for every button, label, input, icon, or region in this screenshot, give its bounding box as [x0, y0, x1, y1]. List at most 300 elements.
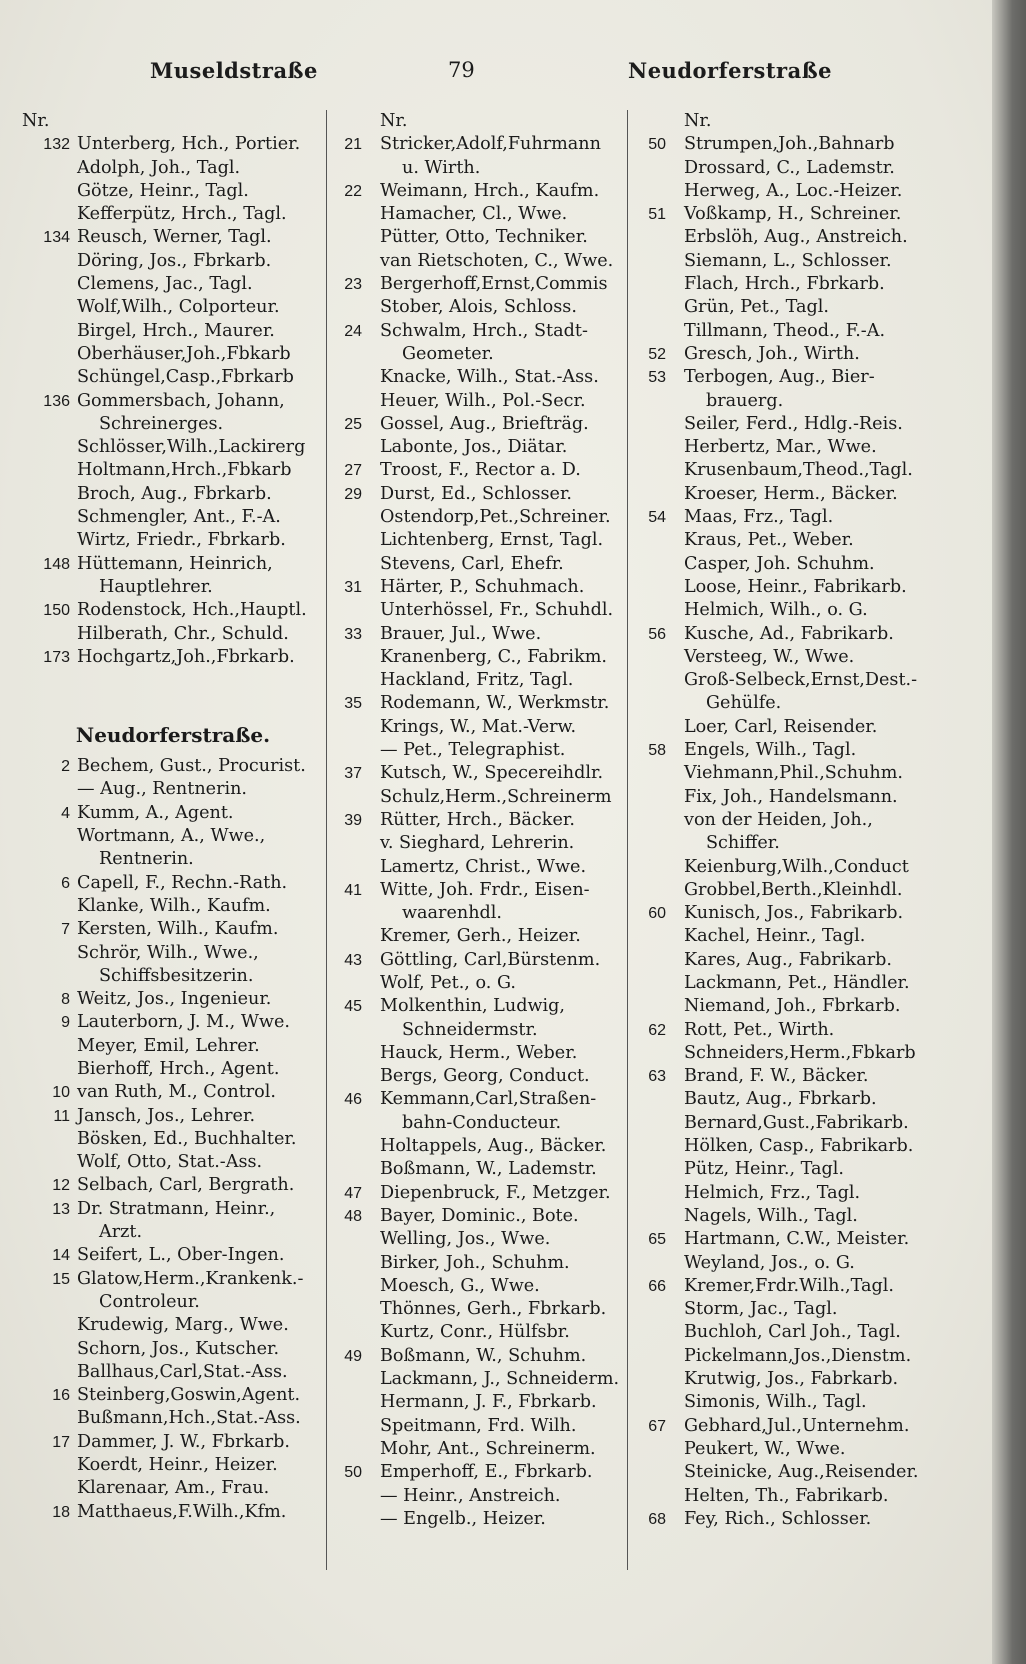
- entry-text: Döring, Jos., Fbrkarb.: [77, 250, 272, 271]
- house-number: 52: [648, 345, 666, 363]
- house-number: 24: [344, 322, 362, 340]
- directory-entry: [22, 1501, 324, 1524]
- directory-entry: [672, 879, 940, 902]
- spacer: [22, 669, 324, 715]
- directory-entry: [344, 762, 626, 785]
- entry-text: Schüngel,Casp.,Fbrkarb: [77, 367, 294, 388]
- entry-text: Kurtz, Conr., Hülfsbr.: [380, 1322, 570, 1343]
- entry-text: Härter, P., Schuhmach.: [380, 576, 585, 597]
- entry-text: Glatow,Herm.,Krankenk.-: [77, 1268, 304, 1289]
- header-left-street: Museldstraße: [150, 58, 318, 83]
- page-edge-shadow: [992, 0, 1026, 1664]
- entry-text: Helten, Th., Fabrikarb.: [684, 1485, 889, 1506]
- entry-text: Engels, Wilh., Tagl.: [684, 740, 857, 761]
- entry-text: Nagels, Wilh., Tagl.: [684, 1205, 858, 1226]
- entry-text: Rott, Pet., Wirth.: [684, 1019, 835, 1040]
- directory-entry: [672, 296, 940, 319]
- directory-entry: [648, 902, 940, 925]
- entry-text: Capell, F., Rechn.-Rath.: [77, 872, 288, 893]
- entry-text: Clemens, Jac., Tagl.: [77, 274, 253, 295]
- entry-text: Bautz, Aug., Fbrkarb.: [684, 1089, 877, 1110]
- entry-text: Weitz, Jos., Ingenieur.: [77, 989, 272, 1010]
- house-number: 8: [61, 991, 70, 1009]
- directory-entry: [22, 623, 324, 646]
- directory-entry: [22, 918, 324, 941]
- house-number: 148: [43, 555, 70, 573]
- house-number: 62: [648, 1021, 666, 1039]
- directory-entry: [672, 157, 940, 180]
- entry-text: Reusch, Werner, Tagl.: [77, 227, 272, 248]
- directory-entry: [22, 1407, 324, 1430]
- house-number: 31: [344, 578, 362, 596]
- entry-text: Fey, Rich., Schlosser.: [684, 1508, 872, 1529]
- directory-entry: [672, 1438, 940, 1461]
- directory-entry: [22, 988, 324, 1011]
- page-number: 79: [448, 58, 475, 82]
- entry-text: Keienburg,Wilh.,Conduct: [684, 856, 909, 877]
- directory-entry: [22, 1291, 324, 1314]
- entry-text: Bergerhoff,Ernst,Commis: [380, 274, 608, 295]
- directory-entry: [368, 110, 626, 133]
- entry-text: Ballhaus,Carl,Stat.-Ass.: [77, 1361, 288, 1382]
- directory-entry: [368, 1415, 626, 1438]
- entry-text: Meyer, Emil, Lehrer.: [77, 1035, 260, 1056]
- directory-entry: [648, 623, 940, 646]
- directory-entry: [344, 320, 626, 343]
- entry-text: Tillmann, Theod., F.-A.: [684, 320, 886, 341]
- directory-entry: [672, 972, 940, 995]
- directory-entry: [22, 250, 324, 273]
- directory-entry: [648, 1065, 940, 1088]
- directory-entry: [22, 133, 324, 156]
- directory-entry: [344, 1088, 626, 1111]
- entry-text: Dr. Stratmann, Heinr.,: [77, 1198, 276, 1219]
- directory-entry: [368, 902, 626, 925]
- entry-text: Stober, Alois, Schloss.: [380, 297, 577, 318]
- entry-text: Nr.: [684, 111, 712, 131]
- directory-entry: [368, 716, 626, 739]
- entry-text: Rodenstock, Hch.,Hauptl.: [77, 600, 307, 621]
- entry-text: Kraus, Pet., Weber.: [684, 530, 854, 551]
- entry-text: Götze, Heinr., Tagl.: [77, 180, 249, 201]
- entry-text: bahn-Conducteur.: [402, 1112, 562, 1133]
- directory-entry: [672, 949, 940, 972]
- directory-entry: [672, 483, 940, 506]
- directory-entry: [672, 809, 940, 832]
- directory-entry: [368, 925, 626, 948]
- entry-text: Witte, Joh. Frdr., Eisen-: [380, 879, 590, 900]
- directory-entry: [368, 436, 626, 459]
- entry-text: Grün, Pet., Tagl.: [684, 297, 829, 318]
- entry-text: Bechem, Gust., Procurist.: [77, 756, 306, 777]
- directory-entry: [672, 1298, 940, 1321]
- directory-entry: [672, 250, 940, 273]
- entry-text: Boßmann, W., Schuhm.: [380, 1345, 587, 1366]
- entry-text: Gehülfe.: [706, 693, 782, 714]
- entry-text: Krudewig, Marg., Wwe.: [77, 1315, 289, 1336]
- house-number: 63: [648, 1068, 666, 1086]
- column-3: [648, 110, 940, 1531]
- entry-text: Steinicke, Aug.,Reisender.: [684, 1462, 919, 1483]
- directory-entry: [672, 1252, 940, 1275]
- directory-entry: [344, 692, 626, 715]
- directory-entry: [672, 1112, 940, 1135]
- directory-entry: [368, 1275, 626, 1298]
- entry-text: Holtmann,Hrch.,Fbkarb: [77, 460, 292, 481]
- directory-entry: [672, 436, 940, 459]
- directory-entry: [22, 1244, 324, 1267]
- directory-entry: [344, 995, 626, 1018]
- entry-text: Pütz, Heinr., Tagl.: [684, 1159, 845, 1180]
- directory-entry: [672, 459, 940, 482]
- directory-entry: [368, 1368, 626, 1391]
- entry-text: Molkenthin, Ludwig,: [380, 996, 566, 1017]
- directory-entry: [672, 413, 940, 436]
- entry-text: Wolf, Otto, Stat.-Ass.: [77, 1152, 263, 1173]
- directory-entry: [672, 576, 940, 599]
- directory-entry: [672, 226, 940, 249]
- entry-text: Holtappels, Aug., Bäcker.: [380, 1136, 607, 1157]
- entry-text: Versteeg, W., Wwe.: [684, 646, 855, 667]
- entry-text: Pickelmann,Jos.,Dienstm.: [684, 1345, 912, 1366]
- directory-entry: [22, 1035, 324, 1058]
- entry-text: Arzt.: [99, 1222, 143, 1243]
- entry-text: Wolf, Pet., o. G.: [380, 972, 516, 993]
- entry-text: Gossel, Aug., Briefträg.: [380, 413, 589, 434]
- entry-text: Brauer, Jul., Wwe.: [380, 623, 542, 644]
- entry-text: Weimann, Hrch., Kaufm.: [380, 180, 600, 201]
- entry-text: Jansch, Jos., Lehrer.: [77, 1105, 256, 1126]
- entry-text: Krings, W., Mat.-Verw.: [380, 716, 577, 737]
- entry-text: Voßkamp, H., Schreiner.: [684, 204, 902, 225]
- entry-text: Birker, Joh., Schuhm.: [380, 1252, 570, 1273]
- directory-entry: [368, 1112, 626, 1135]
- entry-text: Thönnes, Gerh., Fbrkarb.: [380, 1299, 607, 1320]
- house-number: 12: [52, 1177, 70, 1195]
- section-title: [22, 715, 324, 755]
- entry-text: Weyland, Jos., o. G.: [684, 1252, 855, 1273]
- house-number: 50: [344, 1464, 362, 1482]
- house-number: 15: [52, 1270, 70, 1288]
- directory-entry: [22, 483, 324, 506]
- house-number: 29: [344, 485, 362, 503]
- entry-text: Kroeser, Herm., Bäcker.: [684, 483, 898, 504]
- entry-text: Geometer.: [402, 343, 494, 364]
- entry-text: Bergs, Georg, Conduct.: [380, 1066, 590, 1087]
- entry-text: Knacke, Wilh., Stat.-Ass.: [380, 367, 599, 388]
- directory-entry: [22, 1151, 324, 1174]
- directory-entry: [368, 343, 626, 366]
- entry-text: brauerg.: [706, 390, 784, 411]
- directory-entry: [22, 1174, 324, 1197]
- directory-entry: [368, 203, 626, 226]
- directory-entry: [672, 716, 940, 739]
- entry-text: Bösken, Ed., Buchhalter.: [77, 1128, 297, 1149]
- directory-entry: [368, 1135, 626, 1158]
- house-number: 37: [344, 765, 362, 783]
- entry-text: Göttling, Carl,Bürstenm.: [380, 949, 601, 970]
- directory-entry: [648, 366, 940, 389]
- directory-entry: [22, 273, 324, 296]
- directory-entry: [648, 1415, 940, 1438]
- directory-entry: [368, 832, 626, 855]
- directory-entry: [648, 203, 940, 226]
- directory-entry: [22, 755, 324, 778]
- column-divider: [627, 110, 628, 1570]
- entry-text: Diepenbruck, F., Metzger.: [380, 1182, 611, 1203]
- entry-text: Hüttemann, Heinrich,: [77, 553, 273, 574]
- house-number: 173: [43, 648, 70, 666]
- entry-text: Neudorferstraße.: [75, 723, 271, 748]
- entry-text: Kersten, Wilh., Kaufm.: [77, 919, 279, 940]
- directory-entry: [22, 366, 324, 389]
- house-number: 4: [61, 804, 70, 822]
- entry-text: Hamacher, Cl., Wwe.: [380, 204, 568, 225]
- entry-text: Herbertz, Mar., Wwe.: [684, 437, 877, 458]
- entry-text: Loer, Carl, Reisender.: [684, 716, 878, 737]
- entry-text: Troost, F., Rector a. D.: [380, 460, 581, 481]
- entry-text: Kachel, Heinr., Tagl.: [684, 926, 866, 947]
- directory-entry: [22, 390, 324, 413]
- entry-text: v. Sieghard, Lehrerin.: [380, 833, 575, 854]
- house-number: 50: [648, 136, 666, 154]
- entry-text: Klarenaar, Am., Frau.: [77, 1478, 270, 1499]
- entry-text: Schneiders,Herm.,Fbkarb: [684, 1042, 916, 1063]
- directory-entry: [368, 739, 626, 762]
- house-number: 16: [52, 1387, 70, 1405]
- entry-text: Schneidermstr.: [402, 1019, 538, 1040]
- directory-entry: [22, 576, 324, 599]
- entry-text: Helmich, Wilh., o. G.: [684, 600, 868, 621]
- directory-entry: [22, 203, 324, 226]
- entry-text: Koerdt, Heinr., Heizer.: [77, 1455, 278, 1476]
- directory-entry: [368, 226, 626, 249]
- house-number: 48: [344, 1207, 362, 1225]
- entry-text: — Engelb., Heizer.: [380, 1508, 546, 1529]
- directory-entry: [648, 1019, 940, 1042]
- directory-entry: [22, 1454, 324, 1477]
- house-number: 6: [61, 874, 70, 892]
- directory-entry: [344, 1205, 626, 1228]
- entry-text: Controleur.: [99, 1291, 200, 1312]
- directory-entry: [368, 972, 626, 995]
- directory-entry: [648, 1228, 940, 1251]
- directory-entry: [22, 1338, 324, 1361]
- directory-entry: [672, 669, 940, 692]
- entry-text: van Rietschoten, C., Wwe.: [380, 250, 614, 271]
- entry-text: Bierhoff, Hrch., Agent.: [77, 1058, 280, 1079]
- directory-entry: [22, 226, 324, 249]
- entry-text: Kares, Aug., Fabrikarb.: [684, 949, 892, 970]
- directory-entry: [368, 157, 626, 180]
- entry-text: Herweg, A., Loc.-Heizer.: [684, 180, 903, 201]
- directory-entry: [368, 1065, 626, 1088]
- directory-entry: [344, 273, 626, 296]
- entry-text: Erbslöh, Aug., Anstreich.: [684, 227, 908, 248]
- house-number: 60: [648, 905, 666, 923]
- directory-entry: [344, 459, 626, 482]
- directory-entry: [368, 1438, 626, 1461]
- house-number: 43: [344, 951, 362, 969]
- house-number: 25: [344, 415, 362, 433]
- house-number: 68: [648, 1510, 666, 1528]
- directory-entry: [344, 949, 626, 972]
- house-number: 150: [43, 602, 70, 620]
- entry-text: Hölken, Casp., Fabrikarb.: [684, 1136, 914, 1157]
- directory-entry: [672, 390, 940, 413]
- directory-entry: [368, 669, 626, 692]
- entry-text: Kremer, Gerh., Heizer.: [380, 926, 581, 947]
- directory-entry: [648, 506, 940, 529]
- entry-text: van Ruth, M., Control.: [77, 1082, 276, 1103]
- entry-text: Gresch, Joh., Wirth.: [684, 343, 860, 364]
- directory-entry: [22, 1361, 324, 1384]
- entry-text: Lamertz, Christ., Wwe.: [380, 856, 587, 877]
- directory-entry: [672, 646, 940, 669]
- entry-text: Grobbel,Berth.,Kleinhdl.: [684, 879, 903, 900]
- directory-entry: [22, 436, 324, 459]
- house-number: 14: [52, 1247, 70, 1265]
- directory-entry: [368, 553, 626, 576]
- entry-text: Klanke, Wilh., Kaufm.: [77, 895, 271, 916]
- entry-text: Adolph, Joh., Tagl.: [77, 157, 241, 178]
- column-1: [22, 110, 324, 1524]
- entry-text: Schiffer.: [706, 833, 780, 854]
- entry-text: Brand, F. W., Bäcker.: [684, 1066, 869, 1087]
- entry-text: Broch, Aug., Fbrkarb.: [77, 483, 272, 504]
- directory-entry: [368, 1158, 626, 1181]
- house-number: 11: [53, 1107, 70, 1125]
- entry-text: Nr.: [380, 111, 408, 131]
- house-number: 56: [648, 625, 666, 643]
- house-number: 67: [648, 1417, 666, 1435]
- directory-entry: [22, 506, 324, 529]
- entry-text: Schiffsbesitzerin.: [99, 965, 254, 986]
- directory-entry: [22, 1431, 324, 1454]
- entry-text: waarenhdl.: [402, 903, 503, 924]
- directory-entry: [344, 180, 626, 203]
- directory-entry: [672, 1158, 940, 1181]
- entry-text: Groß-Selbeck,Ernst,Dest.-: [684, 670, 918, 691]
- house-number: 53: [648, 369, 666, 387]
- entry-text: Lauterborn, J. M., Wwe.: [77, 1012, 290, 1033]
- entry-text: Durst, Ed., Schlosser.: [380, 483, 573, 504]
- directory-entry: [672, 1182, 940, 1205]
- directory-entry: [368, 1252, 626, 1275]
- entry-text: Wolf,Wilh., Colporteur.: [77, 297, 280, 318]
- directory-entry: [672, 599, 940, 622]
- directory-entry: [344, 809, 626, 832]
- directory-entry: [344, 576, 626, 599]
- directory-entry: [672, 832, 940, 855]
- house-number: 134: [43, 229, 70, 247]
- house-number: 17: [52, 1433, 70, 1451]
- directory-entry: [672, 1485, 940, 1508]
- entry-text: Unterhössel, Fr., Schuhdl.: [380, 600, 614, 621]
- directory-entry: [672, 692, 940, 715]
- house-number: 136: [43, 392, 70, 410]
- entry-text: Mohr, Ant., Schreinerm.: [380, 1438, 596, 1459]
- entry-text: Drossard, C., Lademstr.: [684, 157, 895, 178]
- entry-text: Lackmann, J., Schneiderm.: [380, 1369, 620, 1390]
- header-right-street: Neudorferstraße: [628, 58, 833, 83]
- directory-entry: [344, 1182, 626, 1205]
- directory-entry: [368, 786, 626, 809]
- entry-text: Ostendorp,Pet.,Schreiner.: [380, 507, 611, 528]
- directory-entry: [648, 739, 940, 762]
- directory-entry: [22, 778, 324, 801]
- directory-entry: [672, 180, 940, 203]
- entry-text: Seifert, L., Ober-Ingen.: [77, 1245, 285, 1266]
- directory-entry: [22, 942, 324, 965]
- directory-entry: [672, 1368, 940, 1391]
- house-number: 7: [61, 921, 70, 939]
- entry-text: Hauck, Herm., Weber.: [380, 1042, 578, 1063]
- entry-text: Schmengler, Ant., F.-A.: [77, 507, 281, 528]
- directory-entry: [22, 180, 324, 203]
- directory-entry: [22, 1384, 324, 1407]
- directory-entry: [22, 459, 324, 482]
- entry-text: Maas, Frz., Tagl.: [684, 507, 834, 528]
- directory-entry: [22, 343, 324, 366]
- house-number: 35: [344, 695, 362, 713]
- entry-text: Lichtenberg, Ernst, Tagl.: [380, 530, 604, 551]
- directory-entry: [368, 1019, 626, 1042]
- directory-entry: [344, 483, 626, 506]
- entry-text: — Heinr., Anstreich.: [380, 1485, 561, 1506]
- entry-text: Birgel, Hrch., Maurer.: [77, 320, 275, 341]
- house-number: 23: [344, 276, 362, 294]
- directory-entry: [22, 1268, 324, 1291]
- house-number: 54: [648, 509, 666, 527]
- directory-entry: [22, 965, 324, 988]
- house-number: 51: [648, 206, 666, 224]
- entry-text: Hochgartz,Joh.,Fbrkarb.: [77, 646, 295, 667]
- directory-entry: [672, 925, 940, 948]
- directory-entry: [672, 273, 940, 296]
- directory-entry: [22, 529, 324, 552]
- directory-entry: [368, 856, 626, 879]
- house-number: 49: [344, 1347, 362, 1365]
- directory-entry: [672, 1135, 940, 1158]
- directory-entry: [22, 1198, 324, 1221]
- directory-entry: [648, 1508, 940, 1531]
- directory-entry: [368, 1321, 626, 1344]
- directory-entry: [672, 553, 940, 576]
- entry-text: Simonis, Wilh., Tagl.: [684, 1392, 867, 1413]
- directory-entry: [22, 1081, 324, 1104]
- entry-text: Siemann, L., Schlosser.: [684, 250, 892, 271]
- house-number: 66: [648, 1277, 666, 1295]
- directory-entry: [368, 366, 626, 389]
- directory-entry: [22, 1314, 324, 1337]
- entry-text: Unterberg, Hch., Portier.: [77, 134, 301, 155]
- directory-entry: [672, 1391, 940, 1414]
- directory-entry: [368, 599, 626, 622]
- column-2: [344, 110, 626, 1531]
- house-number: 46: [344, 1091, 362, 1109]
- entry-text: Schrör, Wilh., Wwe.,: [77, 942, 259, 963]
- directory-entry: [672, 1042, 940, 1065]
- directory-entry: [368, 506, 626, 529]
- entry-text: Schwalm, Hrch., Stadt-: [380, 320, 588, 341]
- entry-text: Speitmann, Frd. Wilh.: [380, 1415, 577, 1436]
- entry-text: — Aug., Rentnerin.: [77, 779, 248, 800]
- directory-entry: [22, 1128, 324, 1151]
- entry-text: Wortmann, A., Wwe.,: [77, 826, 266, 847]
- directory-entry: [368, 1228, 626, 1251]
- house-number: 9: [61, 1014, 70, 1032]
